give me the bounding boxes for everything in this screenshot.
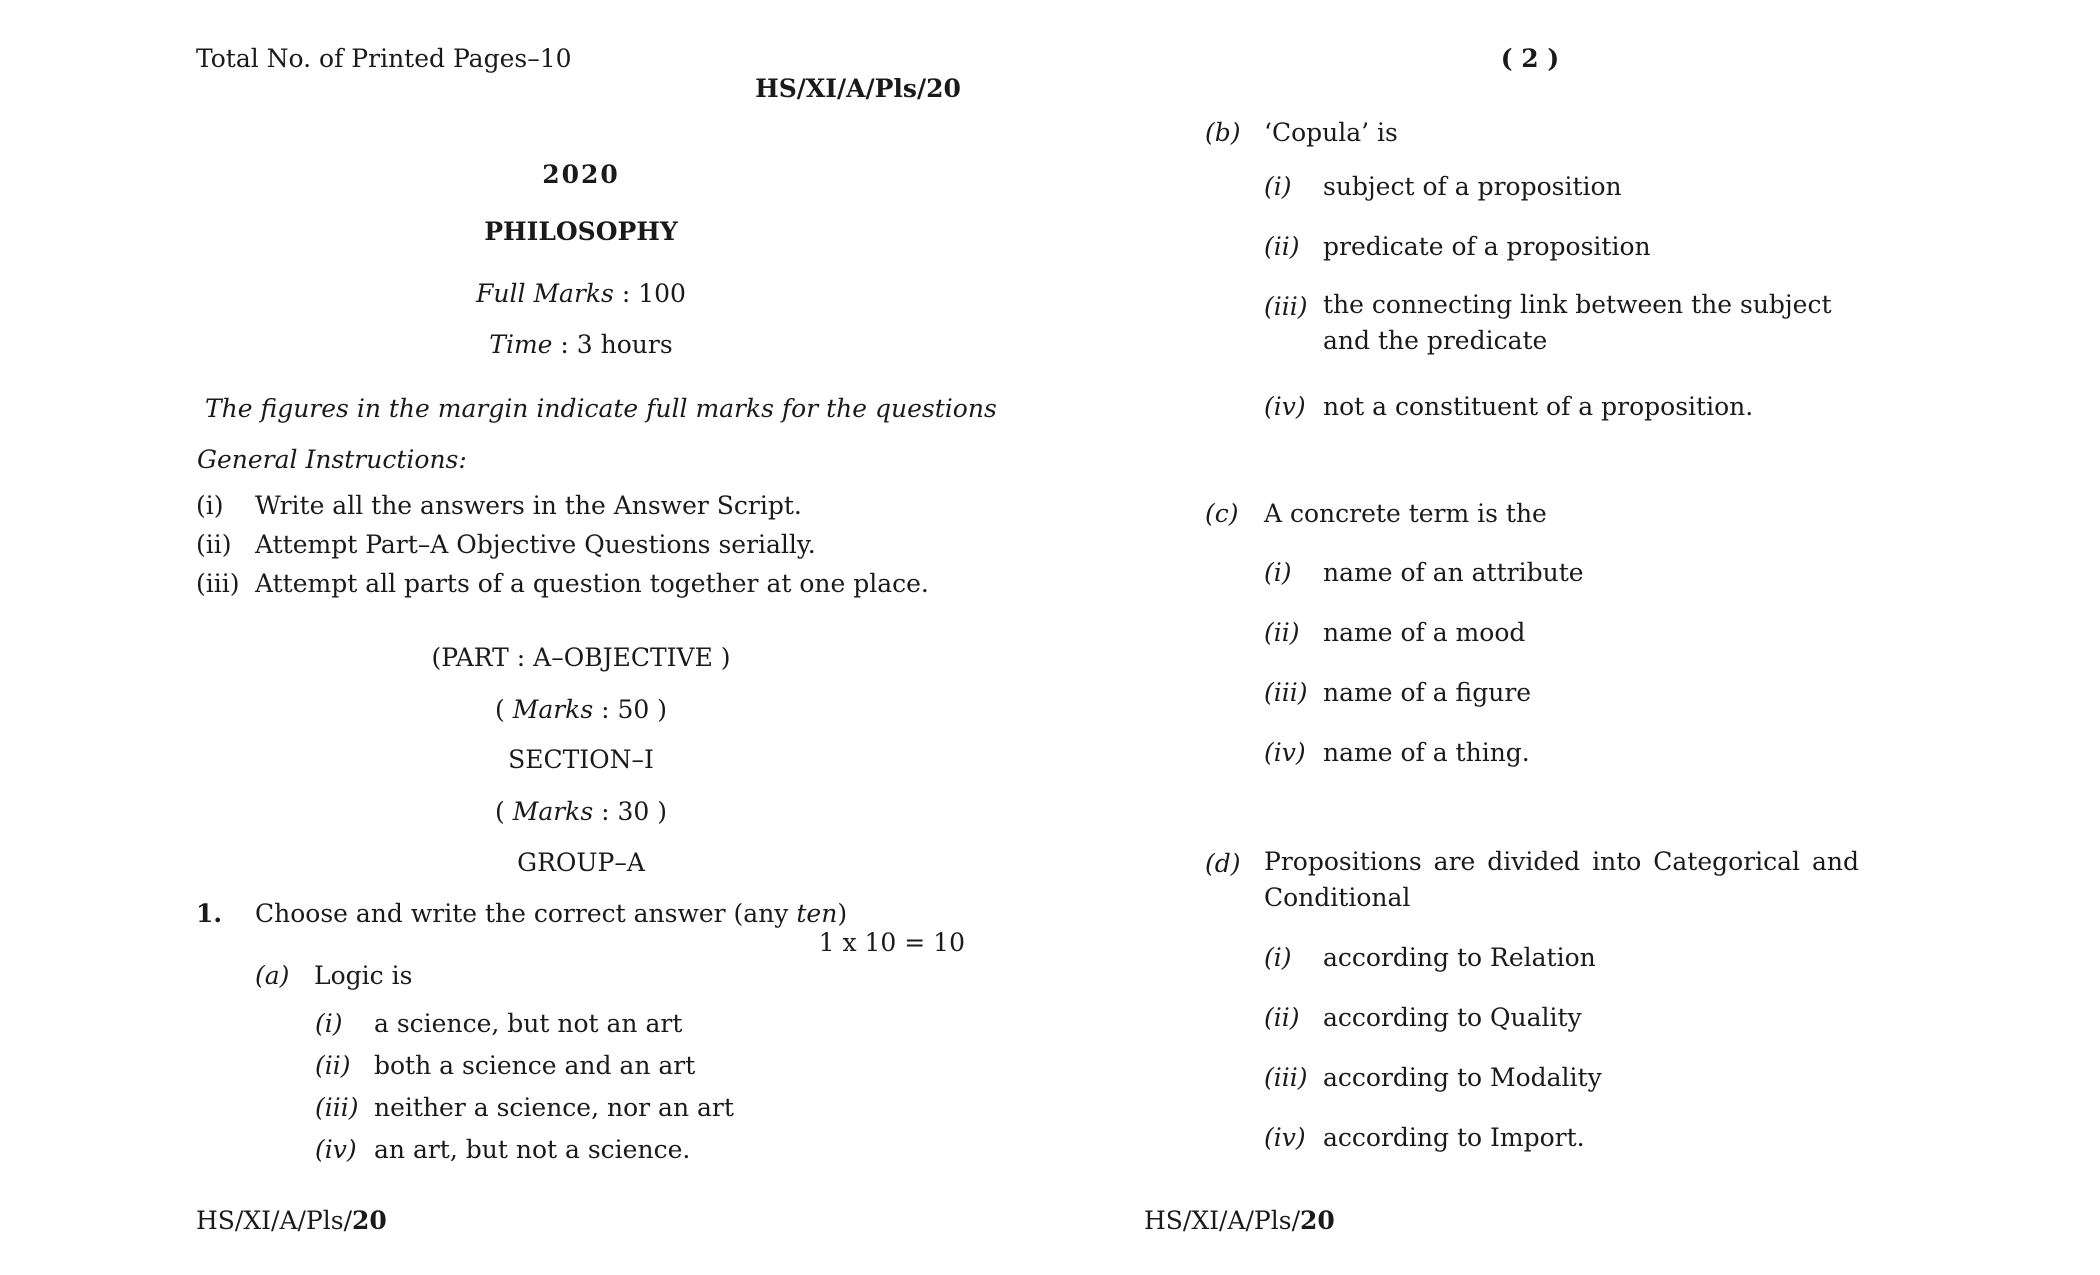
- section-title: SECTION–I: [508, 745, 654, 774]
- part-marks-label: Marks: [512, 695, 594, 724]
- option-number: (iii): [1264, 1063, 1308, 1092]
- option-number: (ii): [315, 1051, 351, 1080]
- option-item: [315, 1093, 734, 1123]
- option-item: [315, 1135, 690, 1165]
- instruction-number: (iii): [196, 569, 240, 598]
- instruction-item: [196, 491, 802, 521]
- footer-year: 20: [352, 1206, 387, 1235]
- option-item: [1264, 392, 1753, 422]
- option-item: [1264, 172, 1622, 202]
- question-stem: Logic is: [314, 961, 413, 990]
- question-stem: A concrete term is the: [1264, 499, 1547, 528]
- question-label: (b): [1205, 118, 1241, 147]
- question-stem: Propositions are divided into Categorical and Conditional: [1264, 847, 1859, 912]
- instruction-number: (ii): [196, 530, 232, 559]
- part-marks-value: : 50 ): [601, 695, 667, 724]
- option-item: [1264, 1123, 1585, 1153]
- footer-year: 20: [1300, 1206, 1335, 1235]
- option-number: (ii): [1264, 1003, 1300, 1032]
- instructions-heading: General Instructions:: [197, 445, 467, 474]
- option-text: according to Relation: [1323, 943, 1596, 972]
- paper-code: HS/XI/A/Pls/20: [755, 74, 961, 103]
- question-b: [1205, 118, 1398, 148]
- footer-code-text: HS/XI/A/Pls/: [196, 1206, 352, 1235]
- question-a: [255, 961, 412, 991]
- part-marks: [495, 695, 667, 725]
- option-number: (iv): [1264, 738, 1306, 767]
- margin-note: The figures in the margin indicate full marks for the questions: [205, 394, 997, 423]
- question-number: 1.: [196, 899, 223, 928]
- option-item: [1264, 232, 1651, 262]
- exam-year: 2020: [542, 160, 620, 189]
- subject-title: PHILOSOPHY: [484, 217, 678, 246]
- section-marks: [495, 797, 667, 827]
- page-number: ( 2 ): [1500, 44, 1560, 73]
- instruction-item: [196, 530, 816, 560]
- question-label: (a): [255, 961, 290, 990]
- full-marks: [476, 279, 686, 309]
- option-text: according to Import.: [1323, 1123, 1585, 1152]
- option-text: name of an attribute: [1323, 558, 1584, 587]
- time-label: Time: [489, 330, 553, 359]
- option-text: predicate of a proposition: [1323, 232, 1651, 261]
- question-c: [1205, 499, 1547, 529]
- option-item: [1264, 738, 1530, 768]
- option-item: [1264, 678, 1531, 708]
- paren-open: (: [495, 797, 505, 826]
- option-number: (iv): [315, 1135, 357, 1164]
- option-text: name of a mood: [1323, 618, 1526, 647]
- question-d: [1205, 849, 1859, 916]
- option-text: not a constituent of a proposition.: [1323, 392, 1754, 421]
- option-number: (i): [1264, 943, 1292, 972]
- option-number: (iii): [315, 1093, 359, 1122]
- footer-code-text: HS/XI/A/Pls/: [1144, 1206, 1300, 1235]
- option-text: an art, but not a science.: [374, 1135, 691, 1164]
- footer-code: [1144, 1206, 1335, 1236]
- option-number: (iv): [1264, 1123, 1306, 1152]
- question-1-marks: 1 x 10 = 10: [818, 928, 965, 957]
- option-text: name of a thing.: [1323, 738, 1530, 767]
- footer-code: [196, 1206, 387, 1236]
- option-text: neither a science, nor an art: [374, 1093, 734, 1122]
- instruction-text: Attempt all parts of a question together at one place.: [255, 569, 929, 598]
- option-item: [1264, 292, 1863, 359]
- option-text: a science, but not an art: [374, 1009, 683, 1038]
- section-marks-label: Marks: [512, 797, 594, 826]
- option-number: (iii): [1264, 292, 1308, 321]
- option-item: [1264, 618, 1525, 648]
- option-item: [1264, 558, 1584, 588]
- option-text: name of a figure: [1323, 678, 1532, 707]
- option-item: [315, 1051, 695, 1081]
- group-title: GROUP–A: [517, 848, 645, 877]
- option-item: [1264, 943, 1596, 973]
- option-item: [315, 1009, 682, 1039]
- instruction-text: Attempt Part–A Objective Questions serially.: [255, 530, 816, 559]
- option-number: (ii): [1264, 618, 1300, 647]
- option-number: (i): [1264, 172, 1292, 201]
- option-number: (iv): [1264, 392, 1306, 421]
- full-marks-value: : 100: [621, 279, 686, 308]
- total-pages: Total No. of Printed Pages–10: [196, 44, 572, 73]
- time-value: : 3 hours: [560, 330, 673, 359]
- instruction-item: [196, 569, 929, 599]
- instruction-text: Write all the answers in the Answer Script.: [255, 491, 802, 520]
- option-number: (ii): [1264, 232, 1300, 261]
- option-text: the connecting link between the subject and the predicate: [1323, 290, 1832, 355]
- option-item: [1264, 1003, 1582, 1033]
- option-item: [1264, 1063, 1602, 1093]
- option-number: (iii): [1264, 678, 1308, 707]
- instruction-number: (i): [196, 491, 224, 520]
- part-title: (PART : A–OBJECTIVE ): [431, 643, 731, 672]
- question-label: (d): [1205, 849, 1241, 878]
- option-text: subject of a proposition: [1323, 172, 1622, 201]
- question-text-emphasis: ten: [796, 899, 838, 928]
- option-text: according to Modality: [1323, 1063, 1602, 1092]
- question-label: (c): [1205, 499, 1239, 528]
- option-number: (i): [1264, 558, 1292, 587]
- question-text: Choose and write the correct answer (any: [255, 899, 789, 928]
- section-marks-value: : 30 ): [601, 797, 667, 826]
- question-stem: ‘Copula’ is: [1264, 118, 1398, 147]
- full-marks-label: Full Marks: [476, 279, 614, 308]
- paren-open: (: [495, 695, 505, 724]
- option-number: (i): [315, 1009, 343, 1038]
- question-1: [196, 899, 847, 929]
- time-allowed: [489, 330, 672, 360]
- option-text: according to Quality: [1323, 1003, 1582, 1032]
- question-text-end: ): [837, 899, 848, 928]
- option-text: both a science and an art: [374, 1051, 696, 1080]
